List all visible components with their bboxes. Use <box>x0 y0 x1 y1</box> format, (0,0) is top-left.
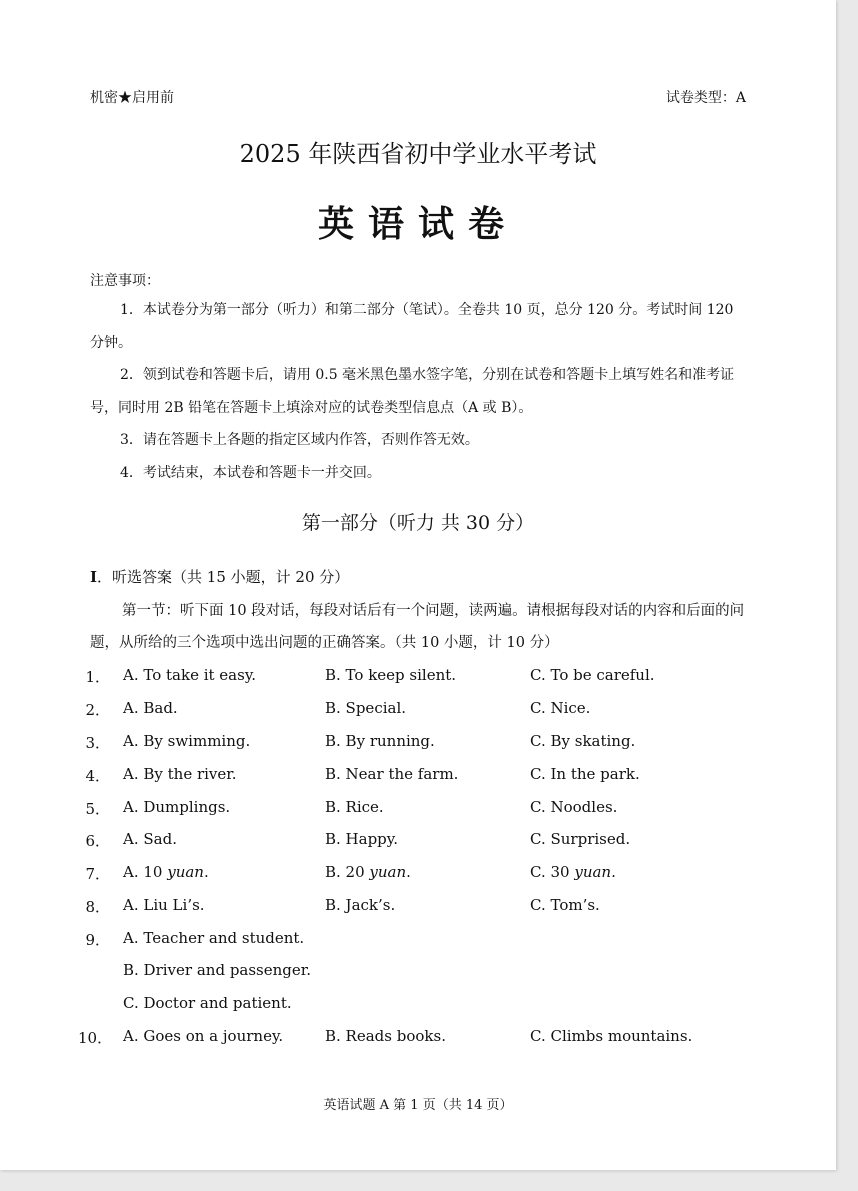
option-b: B. Jack’s. <box>325 896 396 914</box>
question-row <box>0 732 836 752</box>
notes-heading: 注意事项： <box>90 273 160 289</box>
exam-title: 2025 年陕西省初中学业水平考试 <box>239 140 597 168</box>
option-b: B. By running. <box>325 732 435 750</box>
question-number: 5． <box>85 800 110 818</box>
note-item: 1．本试卷分为第一部分（听力）和第二部分（笔试）。全卷共 10 页，总分 120 分。考试时间 120 分钟。 <box>90 302 734 351</box>
option-b: B. Reads books. <box>325 1027 446 1045</box>
option-c: C. Tom’s. <box>530 896 600 914</box>
option-c: C. By skating. <box>530 732 636 750</box>
option-b: B. Special. <box>325 699 407 717</box>
question-number: 9． <box>85 931 110 949</box>
question-row <box>0 1027 836 1047</box>
option-a: A. Sad. <box>123 830 177 848</box>
section-number: Ⅰ <box>90 568 98 586</box>
option-c: C. To be careful. <box>530 666 655 684</box>
option-c: C. Noodles. <box>530 798 618 816</box>
section-title-text: ．听选答案（共 15 小题，计 20 分） <box>97 568 350 586</box>
option-a: A. 10 yuan. <box>123 863 209 881</box>
confidential-label: 机密★启用前 <box>90 90 174 106</box>
question-number: 1． <box>85 668 110 686</box>
option-c: C. In the park. <box>530 765 640 783</box>
question-row <box>0 896 836 916</box>
question-number: 2． <box>85 701 110 719</box>
question-row <box>0 863 836 883</box>
option-a: A. Liu Li’s. <box>123 896 205 914</box>
question-number: 7． <box>85 865 110 883</box>
question-row <box>0 765 836 785</box>
option-b: B. 20 yuan. <box>325 863 411 881</box>
question-row <box>0 830 836 850</box>
option-b: B. To keep silent. <box>325 666 457 684</box>
section-title <box>90 566 349 587</box>
option-b: B. Driver and passenger. <box>123 961 312 979</box>
question-row <box>0 666 836 686</box>
option-a: A. Dumplings. <box>123 798 231 816</box>
option-a: A. Bad. <box>123 699 178 717</box>
question-number: 4． <box>85 767 110 785</box>
option-c: C. Doctor and patient. <box>123 994 292 1012</box>
note-item: 4．考试结束，本试卷和答题卡一并交回。 <box>120 465 381 481</box>
note-item: 2．领到试卷和答题卡后，请用 0.5 毫米黑色墨水签字笔，分别在试卷和答题卡上填写姓名和准考证号，同时用 2B 铅笔在答题卡上填涂对应的试卷类型信息点（A 或 B）。 <box>90 367 735 416</box>
option-c: C. 30 yuan. <box>530 863 616 881</box>
option-a: A. Teacher and student. <box>123 929 305 947</box>
option-b: B. Happy. <box>325 830 399 848</box>
option-b: B. Near the farm. <box>325 765 459 783</box>
option-b: B. Rice. <box>325 798 384 816</box>
note-item: 3．请在答题卡上各题的指定区域内作答，否则作答无效。 <box>120 432 479 448</box>
question-number: 3． <box>85 734 110 752</box>
option-c: C. Climbs mountains. <box>530 1027 693 1045</box>
question-row <box>0 699 836 719</box>
question-row <box>0 798 836 818</box>
question-row <box>0 929 836 949</box>
subject-title: 英语试卷 <box>317 204 518 245</box>
section-instruction: 第一节：听下面 10 段对话，每段对话后有一个问题，读两遍。请根据每段对话的内容和后面的问题，从所给的三个选项中选出问题的正确答案。（共 10 小题，计 10 分） <box>90 603 745 651</box>
question-row-continued <box>0 994 836 1014</box>
question-row-continued <box>0 961 836 981</box>
option-a: A. By the river. <box>123 765 237 783</box>
option-c: C. Surprised. <box>530 830 631 848</box>
question-number: 8． <box>85 898 110 916</box>
paper-type-label: 试卷类型：A <box>665 90 746 106</box>
question-number: 10． <box>78 1029 113 1047</box>
option-a: A. Goes on a journey. <box>123 1027 284 1045</box>
page-footer: 英语试题 A 第 1 页（共 14 页） <box>323 1098 513 1113</box>
option-a: A. By swimming. <box>123 732 251 750</box>
part-title: 第一部分（听力 共 30 分） <box>301 512 535 534</box>
option-a: A. To take it easy. <box>123 666 257 684</box>
option-c: C. Nice. <box>530 699 591 717</box>
question-number: 6． <box>85 832 110 850</box>
